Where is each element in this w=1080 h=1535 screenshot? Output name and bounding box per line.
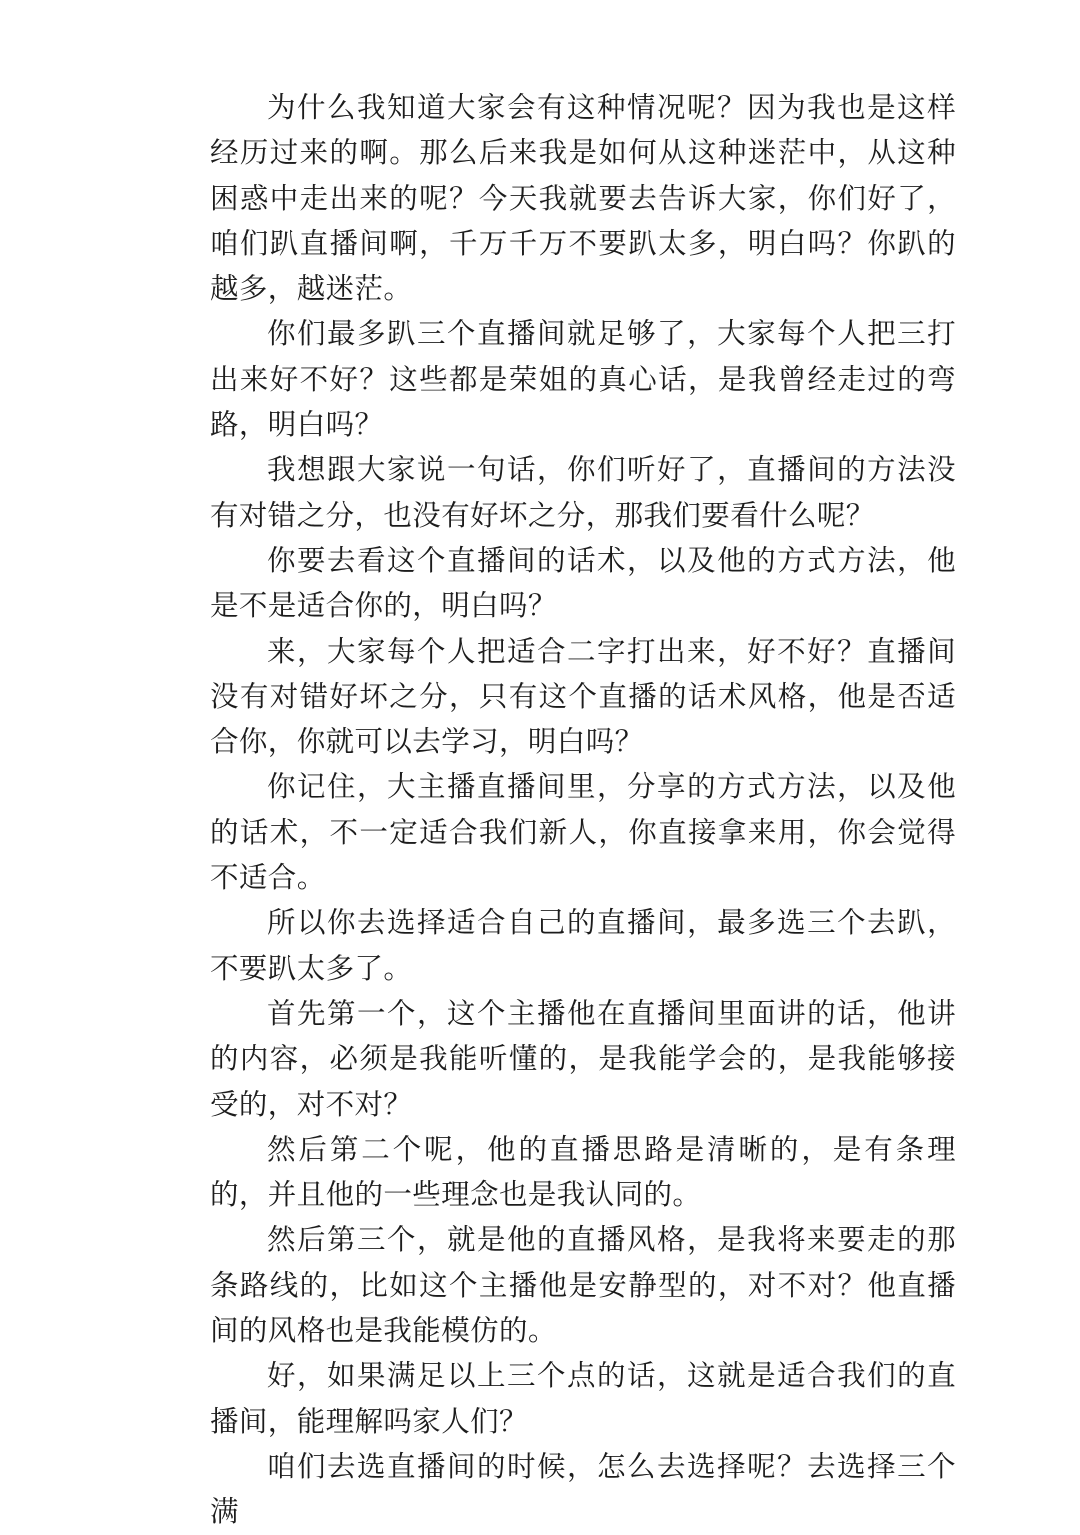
paragraph-6: 你记住，大主播直播间里，分享的方式方法，以及他的话术，不一定适合我们新人，你直接拿来用，你会觉得不适合。 [210, 770, 956, 895]
paragraph-4: 你要去看这个直播间的话术，以及他的方式方法，他是不是适合你的，明白吗？ [210, 543, 956, 623]
paragraph-9: 然后第二个呢，他的直播思路是清晰的，是有条理的，并且他的一些理念也是我认同的。 [210, 1132, 956, 1212]
paragraph-10: 然后第三个，就是他的直播风格，是我将来要走的那条路线的，比如这个主播他是安静型的，对不对？他直播间的风格也是我能模仿的。 [210, 1223, 956, 1348]
paragraph-11: 好，如果满足以上三个点的话，这就是适合我们的直播间，能理解吗家人们？ [210, 1359, 956, 1438]
paragraph-1: 为什么我知道大家会有这种情况呢？因为我也是这样经历过来的啊。那么后来我是如何从这种迷茫中，从这种困惑中走出来的呢？今天我就要去告诉大家，你们好了，咱们趴直播间啊，千万千万不要趴太多，明白吗？你趴的越多，越迷茫。 [210, 91, 956, 306]
paragraph-12: 咱们去选直播间的时候，怎么去选择呢？去选择三个满 [210, 1449, 956, 1529]
paragraph-8: 首先第一个，这个主播他在直播间里面讲的话，他讲的内容，必须是我能听懂的，是我能学会的，是我能够接受的，对不对？ [210, 996, 956, 1121]
paragraph-2: 你们最多趴三个直播间就足够了，大家每个人把三打出来好不好？这些都是荣姐的真心话，是我曾经走过的弯路，明白吗？ [210, 317, 956, 442]
paragraph-5: 来，大家每个人把适合二字打出来，好不好？直播间没有对错好坏之分，只有这个直播的话术风格，他是否适合你，你就可以去学习，明白吗？ [210, 634, 956, 759]
paragraph-3: 我想跟大家说一句话，你们听好了，直播间的方法没有对错之分，也没有好坏之分，那我们要看什么呢？ [210, 453, 956, 532]
paragraph-7: 所以你去选择适合自己的直播间，最多选三个去趴，不要趴太多了。 [210, 906, 956, 985]
body-text [210, 85, 956, 1535]
